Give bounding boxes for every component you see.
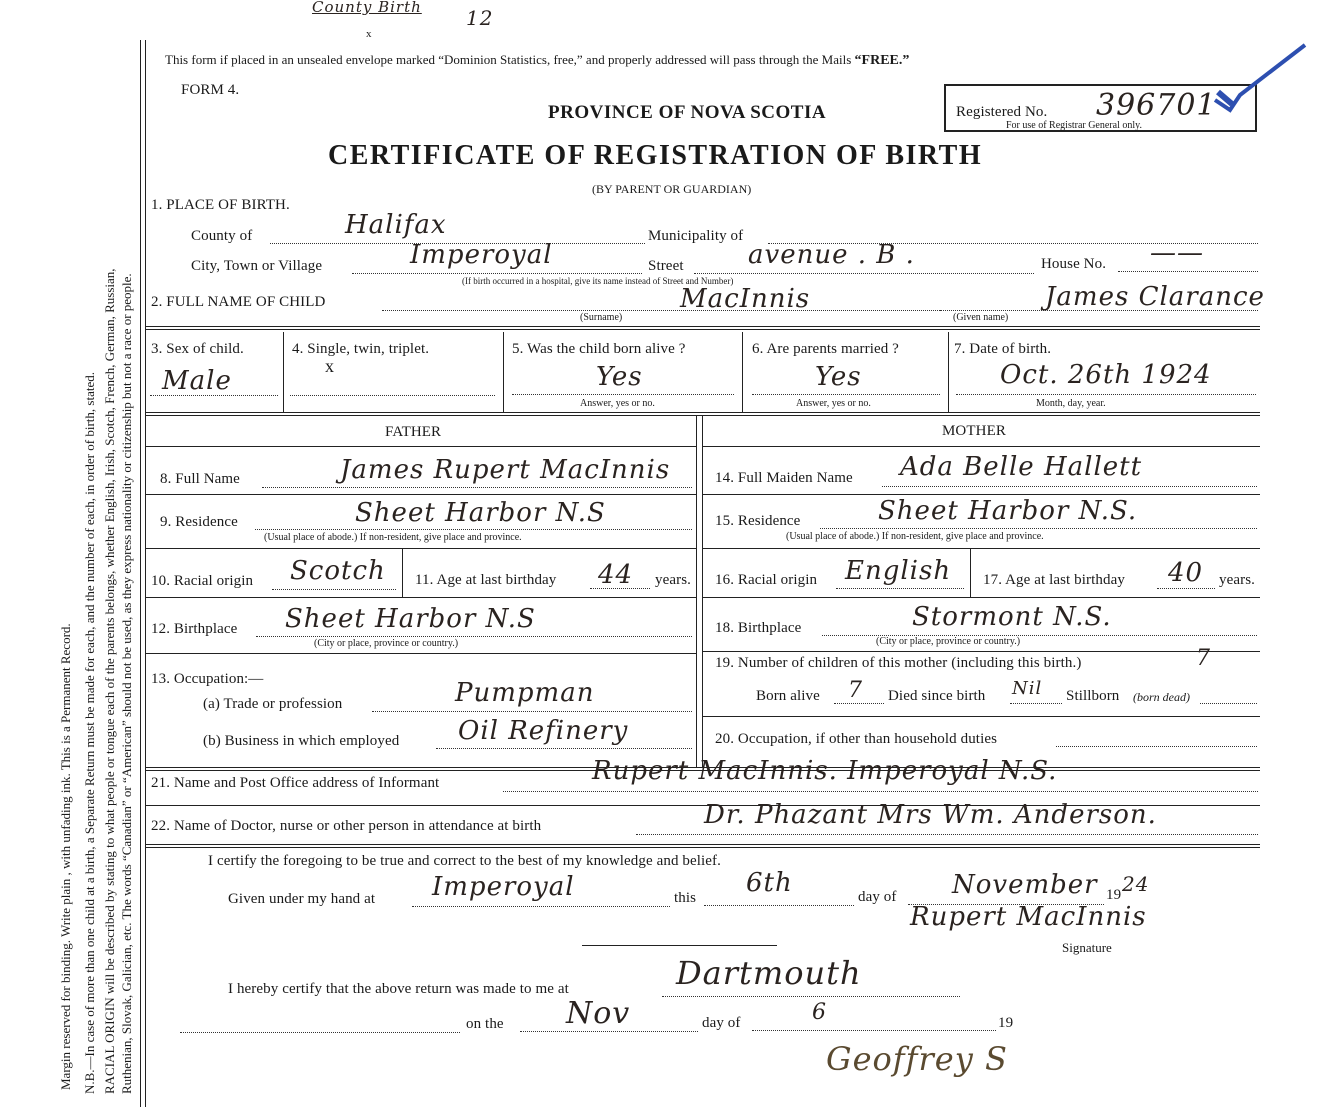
day-line — [704, 905, 854, 906]
mother-race-line — [836, 588, 964, 589]
form-number: FORM 4. — [181, 82, 240, 98]
street-label: Street — [648, 258, 684, 274]
surname-value: MacInnis — [680, 284, 811, 314]
surname-line — [382, 310, 940, 311]
row3-top-rule — [146, 326, 1260, 327]
street-line — [694, 273, 1034, 274]
mother-race-divider — [970, 549, 971, 597]
father-race-value: Scotch — [290, 556, 386, 586]
informant-value: Rupert MacInnis. Imperoyal N.S. — [592, 756, 1058, 786]
father-trade-line — [372, 711, 692, 712]
father-age-suffix: years. — [655, 572, 691, 588]
mother-children-rule — [703, 716, 1260, 717]
certificate-subtitle: (BY PARENT OR GUARDIAN) — [592, 182, 752, 196]
father-race-label: 10. Racial origin — [151, 573, 254, 589]
top-number: 12 — [466, 6, 494, 30]
child-name-label: 2. FULL NAME OF CHILD — [151, 294, 326, 310]
given-place-line — [412, 906, 670, 907]
father-residence-label: 9. Residence — [160, 514, 238, 530]
row3-divider-2 — [503, 332, 504, 412]
torn-corner — [1100, 840, 1320, 1107]
father-name-rule — [146, 494, 696, 495]
registrar-year-prefix: 19 — [998, 1015, 1014, 1031]
married-caption: Answer, yes or no. — [796, 398, 871, 409]
sex-label: 3. Sex of child. — [151, 341, 244, 357]
died-label: Died since birth — [888, 688, 986, 704]
blue-check-mark — [1210, 40, 1310, 120]
row3-bottom-rule-2 — [146, 415, 1260, 416]
certify-statement: I certify the foregoing to be true and correct to the best of my knowledge and belief. — [208, 853, 721, 869]
father-occupation-label: 13. Occupation:— — [151, 671, 264, 687]
municipality-label: Municipality of — [648, 228, 744, 244]
father-business-label: (b) Business in which employed — [203, 733, 400, 749]
postal-note — [165, 52, 909, 69]
month-value: November — [952, 870, 1098, 900]
attendant-label: 22. Name of Doctor, nurse or other person in attendance at birth — [151, 818, 542, 834]
house-value: —— — [1150, 238, 1204, 268]
mother-birthplace-caption: (City or place, province or country.) — [876, 636, 1021, 647]
died-line — [1010, 703, 1062, 704]
registrar-statement: I hereby certify that the above return was made to me at — [228, 981, 569, 997]
father-birthplace-rule — [146, 653, 696, 654]
margin-note-racial: RACIAL ORIGIN will be described by stating to what people or tongue each of the parents belongs, whether English, Irish, Scotch, French, German, Russian, — [102, 268, 117, 1094]
mother-name-line — [882, 486, 1257, 487]
margin-rule-inner — [145, 40, 146, 1107]
informant-label: 21. Name and Post Office address of Informant — [151, 775, 440, 791]
mother-age-line — [1157, 588, 1215, 589]
father-residence-line — [255, 529, 692, 530]
father-trade-value: Pumpman — [455, 678, 595, 708]
given-place-value: Imperoyal — [432, 872, 575, 902]
mother-age-suffix: years. — [1219, 572, 1255, 588]
row3-top-rule-2 — [146, 329, 1260, 330]
mother-birthplace-label: 18. Birthplace — [715, 620, 802, 636]
father-birthplace-label: 12. Birthplace — [151, 621, 238, 637]
dob-value: Oct. 26th 1924 — [1000, 360, 1212, 390]
mother-residence-line — [820, 528, 1257, 529]
mother-children-label: 19. Number of children of this mother (including this birth.) — [715, 655, 1082, 671]
registrar-month-line — [520, 1031, 698, 1032]
attendant-rule — [146, 844, 1260, 845]
father-birthplace-caption: (City or place, province or country.) — [314, 638, 459, 649]
sex-line — [150, 395, 278, 396]
mother-race-rule — [703, 597, 1260, 598]
plurality-line — [290, 395, 495, 396]
married-value: Yes — [815, 362, 862, 392]
father-race-rule — [146, 597, 696, 598]
mother-birthplace-rule — [703, 651, 1260, 652]
father-trade-label: (a) Trade or profession — [203, 696, 343, 712]
mother-birthplace-value: Stormont N.S. — [912, 602, 1112, 632]
registrar-day-line — [752, 1030, 996, 1031]
father-business-line — [436, 748, 692, 749]
day-of-label: day of — [858, 889, 897, 905]
margin-note-multiple: N.B.—In case of more than one child at a birth, a Separate Return must be made for each, and the number of each, in order of birth, stated. — [82, 372, 97, 1094]
year-value: 24 — [1122, 872, 1150, 896]
county-value: Halifax — [345, 210, 447, 240]
mother-age-label: 17. Age at last birthday — [983, 572, 1125, 588]
row3-divider-4 — [948, 332, 949, 412]
given-value: James Clarance — [1045, 282, 1265, 312]
attendant-rule-2 — [146, 847, 1260, 848]
father-business-value: Oil Refinery — [458, 716, 629, 746]
registrar-lead-line — [180, 1032, 460, 1033]
city-label: City, Town or Village — [191, 258, 323, 274]
registrar-divider — [582, 945, 777, 946]
father-birthplace-line — [256, 636, 692, 637]
plurality-label: 4. Single, twin, triplet. — [292, 341, 430, 357]
hospital-note: (If birth occurred in a hospital, give its name instead of Street and Number) — [462, 276, 734, 286]
margin-note-binding: Margin reserved for binding. Write plain , with unfading ink. This is a Permanent Record. — [58, 623, 73, 1090]
certificate-title: CERTIFICATE OF REGISTRATION OF BIRTH — [328, 140, 983, 171]
father-residence-rule — [146, 548, 696, 549]
mother-residence-value: Sheet Harbor N.S. — [878, 496, 1138, 526]
row3-bottom-rule — [146, 412, 1260, 413]
day-value: 6th — [746, 868, 793, 898]
mother-name-rule — [703, 494, 1260, 495]
born-alive-value: 7 — [848, 678, 863, 703]
father-residence-value: Sheet Harbor N.S — [355, 498, 606, 528]
house-label: House No. — [1041, 256, 1107, 272]
father-age-label: 11. Age at last birthday — [415, 572, 557, 588]
attendant-value: Dr. Phazant Mrs Wm. Anderson. — [704, 800, 1157, 830]
mother-heading: MOTHER — [942, 423, 1006, 439]
county-label: County of — [191, 228, 253, 244]
registrar-place-line — [662, 996, 960, 997]
postal-note-free: “FREE.” — [854, 53, 910, 68]
alive-value: Yes — [596, 362, 643, 392]
row3-divider-1 — [283, 332, 284, 412]
registrar-place-value: Dartmouth — [676, 954, 862, 992]
stillborn-label: Stillborn — [1066, 688, 1120, 704]
married-line — [752, 394, 940, 395]
postal-note-text: This form if placed in an unsealed envelope marked “Dominion Statistics, free,” and properly addressed will pass through the Mails — [165, 52, 852, 67]
registered-number: 396701 — [1096, 88, 1217, 123]
alive-caption: Answer, yes or no. — [580, 398, 655, 409]
father-age-value: 44 — [598, 560, 634, 590]
informant-signature: Rupert MacInnis — [910, 902, 1147, 932]
given-label: Given under my hand at — [228, 891, 376, 907]
plurality-value: x — [325, 356, 334, 376]
alive-label: 5. Was the child born alive ? — [512, 341, 686, 357]
father-race-divider — [402, 549, 403, 597]
born-alive-label: Born alive — [756, 688, 820, 704]
stillborn-line — [1200, 703, 1257, 704]
dob-caption: Month, day, year. — [1036, 398, 1106, 409]
mother-age-value: 40 — [1168, 558, 1204, 588]
registrar-month-value: Nov — [566, 996, 631, 1031]
city-value: Imperoyal — [410, 240, 553, 270]
father-residence-caption: (Usual place of abode.) If non-resident, give place and province. — [264, 532, 522, 543]
registrar-signature: Geoffrey S — [826, 1040, 1008, 1078]
dob-label: 7. Date of birth. — [954, 341, 1052, 357]
margin-rule-outer — [140, 40, 141, 1107]
mother-heading-rule — [703, 446, 1260, 447]
married-label: 6. Are parents married ? — [752, 341, 899, 357]
surname-caption: (Surname) — [580, 312, 623, 323]
sex-value: Male — [162, 366, 232, 396]
father-heading-rule — [146, 446, 696, 447]
registrar-day-value: 6 — [812, 1000, 827, 1025]
father-name-label: 8. Full Name — [160, 471, 240, 487]
mother-name-value: Ada Belle Hallett — [900, 452, 1143, 482]
top-note: County Birth — [312, 0, 422, 16]
place-of-birth-heading: 1. PLACE OF BIRTH. — [151, 197, 290, 213]
mother-race-label: 16. Racial origin — [715, 572, 818, 588]
parents-divider-1 — [696, 416, 697, 768]
on-the-label: on the — [466, 1016, 504, 1032]
street-value: avenue . B . — [748, 240, 915, 270]
father-race-line — [272, 589, 396, 590]
dob-line — [956, 394, 1256, 395]
stillborn-caption: (born dead) — [1133, 690, 1190, 704]
born-alive-line — [834, 703, 884, 704]
city-line — [352, 273, 642, 274]
year-prefix: 19 — [1106, 887, 1122, 903]
died-value: Nil — [1012, 678, 1043, 699]
father-name-value: James Rupert MacInnis — [340, 455, 671, 485]
signature-label: Signature — [1062, 940, 1112, 955]
given-caption: (Given name) — [953, 312, 1009, 323]
house-line — [1118, 271, 1258, 272]
mother-occupation-label: 20. Occupation, if other than household duties — [715, 731, 998, 747]
father-heading: FATHER — [385, 424, 442, 440]
informant-line — [503, 791, 1258, 792]
mother-residence-caption: (Usual place of abode.) If non-resident, give place and province. — [786, 531, 1044, 542]
province-heading: PROVINCE OF NOVA SCOTIA — [548, 102, 827, 123]
this-label: this — [674, 890, 697, 906]
mother-race-value: English — [845, 556, 952, 586]
row3-divider-3 — [742, 332, 743, 412]
father-birthplace-value: Sheet Harbor N.S — [285, 604, 536, 634]
mother-residence-rule — [703, 548, 1260, 549]
mother-children-value: 7 — [1196, 646, 1211, 671]
mother-residence-label: 15. Residence — [715, 513, 801, 529]
top-mark: x — [366, 28, 372, 40]
father-name-line — [262, 487, 692, 488]
attendant-line — [636, 834, 1258, 835]
margin-note-racial-2: Ruthenian, Slovak, Galician, etc. The words “Canadian” or “American” should not be used, as they express nationality or citizenship but not a race or people. — [119, 273, 134, 1094]
registrar-day-of-label: day of — [702, 1015, 741, 1031]
mother-occupation-line — [1056, 746, 1257, 747]
alive-line — [512, 394, 734, 395]
mother-name-label: 14. Full Maiden Name — [715, 470, 853, 486]
registrar-note: For use of Registrar General only. — [1006, 120, 1142, 131]
registered-label: Registered No. — [956, 104, 1048, 120]
